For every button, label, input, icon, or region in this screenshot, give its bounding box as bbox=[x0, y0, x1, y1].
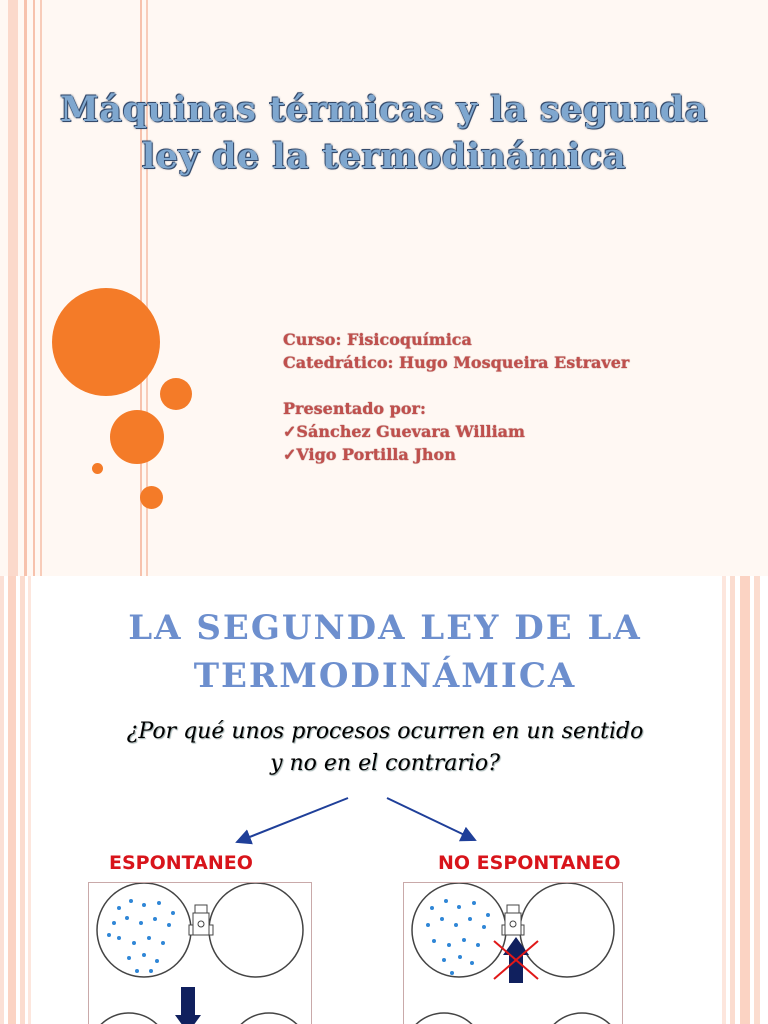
label-spontaneous: ESPONTANEO bbox=[109, 852, 253, 874]
arrow-left bbox=[237, 798, 348, 842]
author-item: ✓Sánchez Guevara William bbox=[283, 422, 525, 441]
decorative-circle-small bbox=[160, 378, 192, 410]
gas-expansion-diagram bbox=[89, 883, 311, 1024]
slide-title-line1: LA SEGUNDA LEY DE LA bbox=[128, 608, 642, 648]
gas-compression-diagram bbox=[404, 883, 622, 1024]
course-text: Curso: Fisicoquímica bbox=[283, 330, 472, 349]
presentation-info bbox=[283, 328, 629, 466]
spontaneous-figure bbox=[88, 882, 312, 1024]
decorative-circle-small bbox=[140, 486, 163, 509]
non-spontaneous-figure bbox=[403, 882, 623, 1024]
question-line2: y no en el contrario? bbox=[270, 751, 500, 776]
label-non-spontaneous: NO ESPONTANEO bbox=[438, 852, 621, 874]
decorative-circle-medium bbox=[110, 410, 164, 464]
arrow-right bbox=[387, 798, 475, 840]
question-line1: ¿Por qué unos procesos ocurren en un sentido bbox=[126, 719, 644, 744]
slide-title-line2: TERMODINÁMICA bbox=[193, 656, 577, 696]
decorative-circle-large bbox=[52, 288, 160, 396]
professor-text: Catedrático: Hugo Mosqueira Estraver bbox=[283, 353, 630, 372]
presented-by-text: Presentado por: bbox=[283, 399, 426, 418]
author-item: ✓Vigo Portilla Jhon bbox=[283, 445, 456, 464]
content-slide bbox=[0, 576, 768, 1024]
slide-title-line1: Máquinas térmicas y la segunda bbox=[60, 89, 708, 130]
slide-title-line2: ley de la termodinámica bbox=[141, 136, 627, 177]
slide-title bbox=[0, 86, 768, 180]
decorative-circle-tiny bbox=[92, 463, 103, 474]
